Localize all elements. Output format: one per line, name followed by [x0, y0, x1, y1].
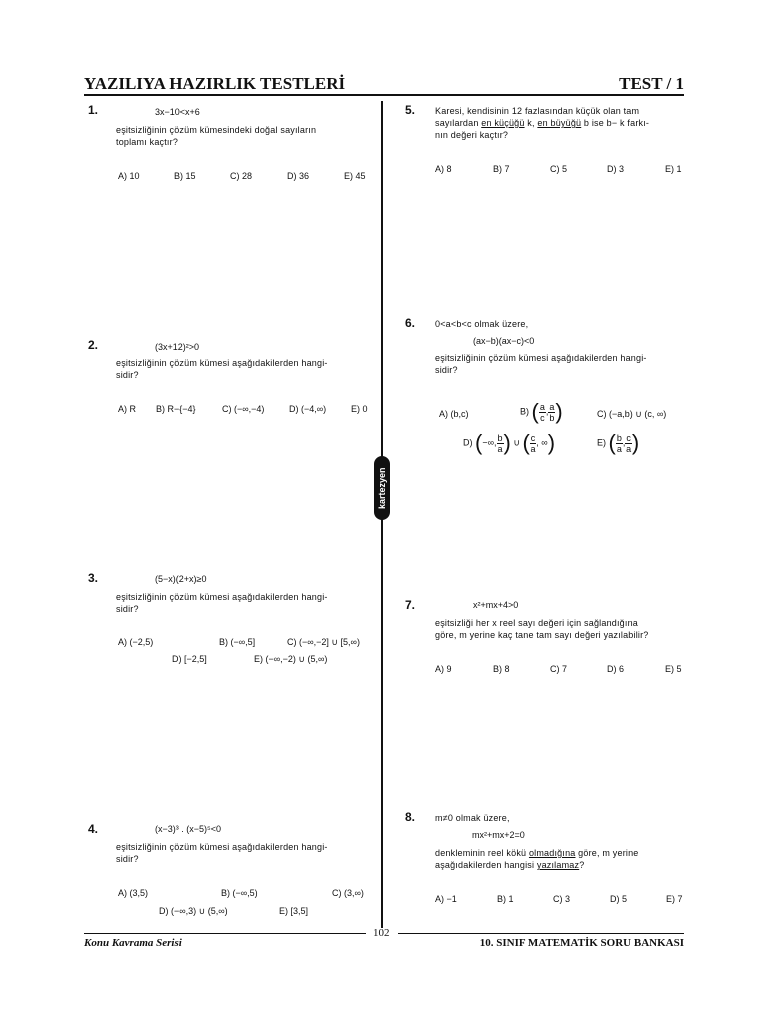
inequality: x²+mx+4>0	[473, 600, 519, 610]
option-a[interactable]: A) 8	[435, 164, 452, 174]
option-b[interactable]: B) 15	[174, 171, 196, 181]
footer-rule	[84, 933, 366, 934]
question-text: toplamı kaçtır?	[116, 137, 179, 147]
page-header-title: YAZILIYA HAZIRLIK TESTLERİ	[84, 74, 346, 93]
option-e[interactable]: E) (−∞,−2) ∪ (5,∞)	[254, 654, 328, 664]
option-b[interactable]: B) (−∞,5)	[221, 888, 258, 898]
option-a[interactable]: A) −1	[435, 894, 457, 904]
question-text: sayılardan en küçüğü k, en büyüğü b ise b− k farkı-	[435, 118, 650, 128]
brand-logo: kartezyen	[374, 456, 390, 520]
option-d[interactable]: D) 5	[610, 894, 628, 904]
option-e[interactable]: E) 1	[665, 164, 682, 174]
inequality: (ax−b)(ax−c)<0	[473, 336, 535, 346]
condition: 0<a<b<c olmak üzere,	[435, 319, 529, 329]
option-b[interactable]: B) (−∞,5]	[219, 637, 256, 647]
question-text: nın değeri kaçtır?	[435, 130, 509, 140]
option-c[interactable]: C) (−∞,−2] ∪ [5,∞)	[287, 637, 360, 647]
inequality: 3x−10<x+6	[155, 107, 200, 117]
option-b[interactable]: B) 8	[493, 664, 510, 674]
series-name: Konu Kavrama Serisi	[84, 937, 182, 949]
question-text: eşitsizliğinin çözüm kümesi aşağıdakilerden hangi-	[435, 353, 647, 363]
condition: m≠0 olmak üzere,	[435, 813, 510, 823]
question-text: Karesi, kendisinin 12 fazlasından küçük olan tam	[435, 106, 640, 116]
question-number: 8.	[405, 810, 416, 824]
option-e[interactable]: E) ( $\frac{b}{a}$ , $\frac{c}{a}$ )	[597, 430, 640, 455]
inequality: (3x+12)²>0	[155, 342, 200, 352]
question-number: 5.	[405, 103, 416, 117]
option-a[interactable]: A) 10	[118, 171, 140, 181]
book-title: 10. SINIF MATEMATİK SORU BANKASI	[479, 937, 684, 949]
option-e[interactable]: E) 7	[666, 894, 683, 904]
option-d[interactable]: D) 6	[607, 664, 625, 674]
option-b[interactable]: B) R−{−4}	[156, 404, 196, 414]
question-text: sidir?	[116, 604, 139, 614]
option-c[interactable]: C) (3,∞)	[332, 888, 364, 898]
question-number: 7.	[405, 598, 416, 612]
question-text: sidir?	[116, 854, 139, 864]
question-text: sidir?	[116, 370, 139, 380]
option-a[interactable]: A) 9	[435, 664, 452, 674]
footer-rule	[398, 933, 684, 934]
inequality: (x−3)³ . (x−5)⁵<0	[155, 824, 222, 834]
question-text: göre, m yerine kaç tane tam sayı değeri yazılabilir?	[435, 630, 649, 640]
option-b[interactable]: B) ( $\frac{a}{c}$ , $\frac{a}{b}$ )	[520, 399, 563, 424]
option-c[interactable]: C) 28	[230, 171, 253, 181]
inequality: (5−x)(2+x)≥0	[155, 574, 207, 584]
question-text: eşitsizliği her x reel sayı değeri için sağlandığına	[435, 618, 638, 628]
question-number: 4.	[88, 822, 99, 836]
option-c[interactable]: C) (−a,b) ∪ (c, ∞)	[597, 409, 667, 419]
option-e[interactable]: E) 5	[665, 664, 682, 674]
option-d[interactable]: D) 36	[287, 171, 310, 181]
header-rule	[84, 94, 684, 96]
option-c[interactable]: C) 5	[550, 164, 568, 174]
option-d[interactable]: D) (−∞,3) ∪ (5,∞)	[159, 906, 228, 916]
option-c[interactable]: C) 3	[553, 894, 571, 904]
question-text: eşitsizliğinin çözüm kümesi aşağıdakilerden hangi-	[116, 842, 328, 852]
option-b[interactable]: B) 7	[493, 164, 510, 174]
option-c[interactable]: C) (−∞,−4)	[222, 404, 265, 414]
option-a[interactable]: A) (b,c)	[439, 409, 469, 419]
option-d[interactable]: D) [−2,5]	[172, 654, 207, 664]
equation: mx²+mx+2=0	[472, 830, 525, 840]
option-e[interactable]: E) [3,5]	[279, 906, 309, 916]
option-b[interactable]: B) 1	[497, 894, 514, 904]
option-a[interactable]: A) (−2,5)	[118, 637, 154, 647]
option-e[interactable]: E) 0	[351, 404, 368, 414]
question-number: 3.	[88, 571, 99, 585]
option-c[interactable]: C) 7	[550, 664, 568, 674]
option-d[interactable]: D) 3	[607, 164, 625, 174]
test-number: TEST / 1	[619, 74, 684, 93]
question-text: eşitsizliğinin çözüm kümesindeki doğal sayıların	[116, 125, 317, 135]
option-d[interactable]: D) (−4,∞)	[289, 404, 327, 414]
question-number: 2.	[88, 338, 99, 352]
option-d[interactable]: D) (−∞, $\frac{b}{a}$ ) ∪ ( $\frac{c}{a}$ , ∞)	[463, 430, 556, 455]
question-text: denkleminin reel kökü olmadığına göre, m yerine	[435, 848, 639, 858]
question-text: eşitsizliğinin çözüm kümesi aşağıdakilerden hangi-	[116, 592, 328, 602]
question-text: sidir?	[435, 365, 458, 375]
question-text: eşitsizliğinin çözüm kümesi aşağıdakilerden hangi-	[116, 358, 328, 368]
question-number: 1.	[88, 103, 99, 117]
option-a[interactable]: A) R	[118, 404, 136, 414]
option-e[interactable]: E) 45	[344, 171, 366, 181]
option-a[interactable]: A) (3,5)	[118, 888, 149, 898]
page-number: 102	[373, 927, 390, 939]
question-text: aşağıdakilerden hangisi yazılamaz?	[435, 860, 585, 870]
question-number: 6.	[405, 316, 416, 330]
